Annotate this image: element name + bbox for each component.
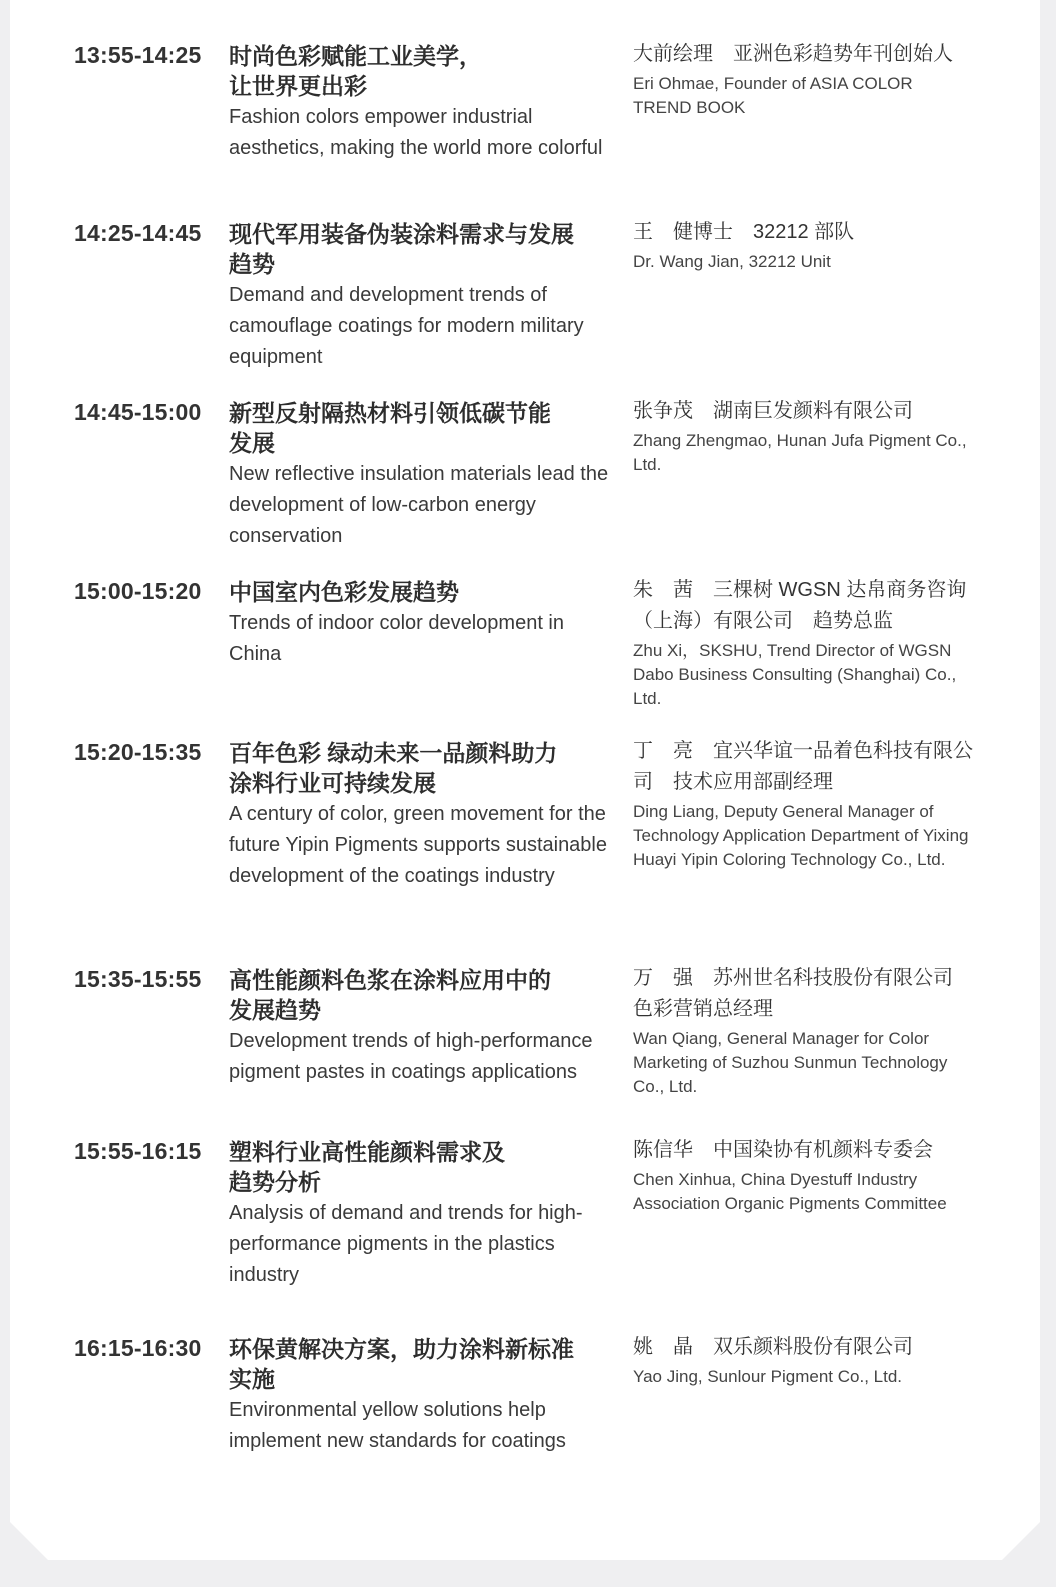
session-time: 15:20-15:35 [74, 739, 202, 765]
speaker-name-zh: 丁 亮 宜兴华谊一品着色科技有限公司 技术应用部副经理 [633, 740, 973, 793]
session-topic [229, 1335, 614, 1457]
session-time: 13:55-14:25 [74, 42, 202, 68]
session-time: 15:35-15:55 [74, 966, 202, 992]
session-time: 15:55-16:15 [74, 1138, 202, 1164]
session-speaker [633, 1138, 973, 1216]
topic-title-zh: 中国室内色彩发展趋势 [229, 579, 459, 605]
speaker-name-zh: 万 强 苏州世名科技股份有限公司 色彩营销总经理 [633, 967, 953, 1020]
topic-title-en: New reflective insulation materials lead the development of low-carbon energy conservation [229, 463, 609, 547]
topic-title-en: Analysis of demand and trends for high-performance pigments in the plastics industry [229, 1202, 583, 1286]
session-speaker [633, 42, 973, 120]
speaker-name-zh: 朱 茜 三棵树 WGSN 达帛商务咨询（上海）有限公司 趋势总监 [633, 579, 967, 632]
speaker-name-zh: 姚 晶 双乐颜料股份有限公司 [633, 1336, 913, 1358]
session-topic [229, 220, 614, 373]
topic-title-en: Development trends of high-performance pigment pastes in coatings applications [229, 1030, 593, 1083]
speaker-name-zh: 王 健博士 32212 部队 [633, 221, 855, 243]
session-speaker [633, 578, 973, 711]
speaker-name-en: Dr. Wang Jian, 32212 Unit [633, 252, 831, 271]
topic-title-en: Demand and development trends of camouflage coatings for modern military equipment [229, 284, 584, 368]
session-topic [229, 739, 614, 892]
session-topic [229, 966, 614, 1088]
topic-title-zh: 塑料行业高性能颜料需求及 趋势分析 [229, 1139, 505, 1195]
speaker-name-zh: 大前绘理 亚洲色彩趋势年刊创始人 [633, 43, 953, 65]
topic-title-zh: 新型反射隔热材料引领低碳节能 发展 [229, 400, 551, 456]
topic-title-zh: 现代军用装备伪装涂料需求与发展 趋势 [229, 221, 574, 277]
topic-title-en: Trends of indoor color development in China [229, 612, 564, 665]
topic-title-en: Fashion colors empower industrial aesthetics, making the world more colorful [229, 106, 603, 159]
speaker-name-en: Ding Liang, Deputy General Manager of Technology Application Department of Yixing Huayi Yipin Coloring Technology Co., Ltd. [633, 802, 969, 869]
topic-title-zh: 高性能颜料色浆在涂料应用中的 发展趋势 [229, 967, 551, 1023]
speaker-name-en: Wan Qiang, General Manager for Color Marketing of Suzhou Sunmun Technology Co., Ltd. [633, 1029, 948, 1096]
session-time: 15:00-15:20 [74, 578, 202, 604]
speaker-name-en: Chen Xinhua, China Dyestuff Industry Association Organic Pigments Committee [633, 1170, 947, 1213]
speaker-name-en: Eri Ohmae, Founder of ASIA COLOR TREND BOOK [633, 74, 913, 117]
session-time: 14:25-14:45 [74, 220, 202, 246]
speaker-name-zh: 张争茂 湖南巨发颜料有限公司 [633, 400, 913, 422]
session-topic [229, 578, 614, 670]
topic-title-en: A century of color, green movement for the future Yipin Pigments supports sustainable development of the coatings industry [229, 803, 607, 887]
topic-title-zh: 百年色彩 绿动未来一品颜料助力 涂料行业可持续发展 [229, 740, 558, 796]
session-speaker [633, 220, 973, 274]
session-time: 16:15-16:30 [74, 1335, 202, 1361]
speaker-name-en: Zhang Zhengmao, Hunan Jufa Pigment Co., Ltd. [633, 431, 967, 474]
topic-title-zh: 时尚色彩赋能工业美学， 让世界更出彩 [229, 43, 482, 99]
speaker-name-en: Yao Jing, Sunlour Pigment Co., Ltd. [633, 1367, 903, 1386]
session-topic [229, 1138, 614, 1291]
session-topic [229, 42, 614, 164]
topic-title-en: Environmental yellow solutions help implement new standards for coatings [229, 1399, 566, 1452]
session-speaker [633, 399, 973, 477]
speaker-name-en: Zhu Xi，SKSHU, Trend Director of WGSN Dabo Business Consulting (Shanghai) Co., Ltd. [633, 641, 957, 708]
topic-title-zh: 环保黄解决方案，助力涂料新标准 实施 [229, 1336, 574, 1392]
speaker-name-zh: 陈信华 中国染协有机颜料专委会 [633, 1139, 933, 1161]
session-speaker [633, 1335, 973, 1389]
session-speaker [633, 739, 973, 872]
session-topic [229, 399, 614, 552]
session-time: 14:45-15:00 [74, 399, 202, 425]
session-speaker [633, 966, 973, 1099]
